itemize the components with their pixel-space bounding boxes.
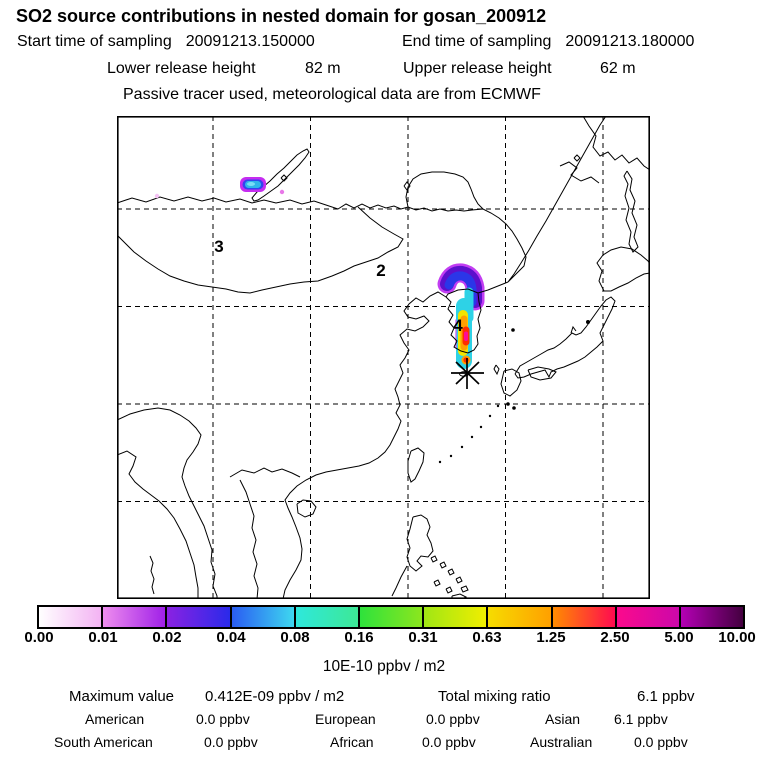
map-svg [117,116,650,599]
colorbar-tick: 0.63 [472,629,502,646]
colorbar-segment [422,607,486,627]
colorbar [37,605,745,629]
colorbar-tick: 0.31 [408,629,438,646]
colorbar-segment [679,607,743,627]
region-african-value: 0.0 ppbv [422,734,476,750]
colorbar-segment [165,607,229,627]
region-label-4: 4 [453,316,463,335]
map-panel [117,116,650,599]
plume-baikal [240,177,266,192]
end-time-label: End time of sampling [402,33,552,50]
region-australian-label: Australian [530,734,593,750]
colorbar-tick: 1.25 [536,629,566,646]
colorbar-segment [230,607,294,627]
total-mixing-ratio-label: Total mixing ratio [438,688,551,705]
colorbar-tick: 0.00 [24,629,54,646]
colorbar-tick: 10.00 [718,629,756,646]
coastlines [117,116,650,599]
region-european-label: European [315,711,376,727]
end-time-line [402,33,694,51]
colorbar-segment [486,607,550,627]
region-number-labels [214,237,463,335]
colorbar-tick: 0.01 [88,629,118,646]
region-south-american-label: South American [54,734,153,750]
colorbar-tick: 0.02 [152,629,182,646]
total-mixing-ratio-value: 6.1 ppbv [637,688,695,705]
receptor-star-marker [451,358,484,389]
colorbar-segment [551,607,615,627]
region-european-value: 0.0 ppbv [426,711,480,727]
region-african-label: African [330,734,374,750]
colorbar-units-label: 10E-10 ppbv / m2 [322,658,446,675]
region-american-value: 0.0 ppbv [196,711,250,727]
colorbar-segment [39,607,101,627]
end-time-value: 20091213.180000 [565,33,695,50]
maximum-value-label: Maximum value [69,688,175,705]
colorbar-tick: 0.08 [280,629,310,646]
colorbar-segment [101,607,165,627]
tracer-note: Passive tracer used, meteorological data are from ECMWF [123,86,541,103]
ryukyu-island-dots [439,405,499,463]
lower-release-label: Lower release height [107,60,256,77]
region-south-american-value: 0.0 ppbv [204,734,258,750]
start-time-value: 20091213.150000 [185,33,315,50]
graticule-grid [117,116,650,599]
colorbar-tick: 0.04 [216,629,246,646]
start-time-label: Start time of sampling [17,33,172,50]
region-asian-label: Asian [545,711,581,727]
region-australian-value: 0.0 ppbv [634,734,688,750]
colorbar-segment [358,607,422,627]
region-american-label: American [85,711,145,727]
map-frame [118,117,649,598]
colorbar-segment [615,607,679,627]
colorbar-tick: 5.00 [664,629,694,646]
page-title: SO2 source contributions in nested domain for gosan_200912 [16,6,547,26]
region-asian-value: 6.1 ppbv [614,711,668,727]
maximum-value: 0.412E-09 ppbv / m2 [205,688,345,705]
lower-release-value: 82 m [305,60,341,77]
colorbar-tick: 2.50 [600,629,630,646]
region-label-2: 2 [376,261,386,280]
colorbar-tick: 0.16 [344,629,374,646]
upper-release-label: Upper release height [403,60,552,77]
colorbar-segment [294,607,358,627]
start-time-line [17,33,315,51]
region-label-3: 3 [214,237,224,256]
upper-release-value: 62 m [600,60,636,77]
